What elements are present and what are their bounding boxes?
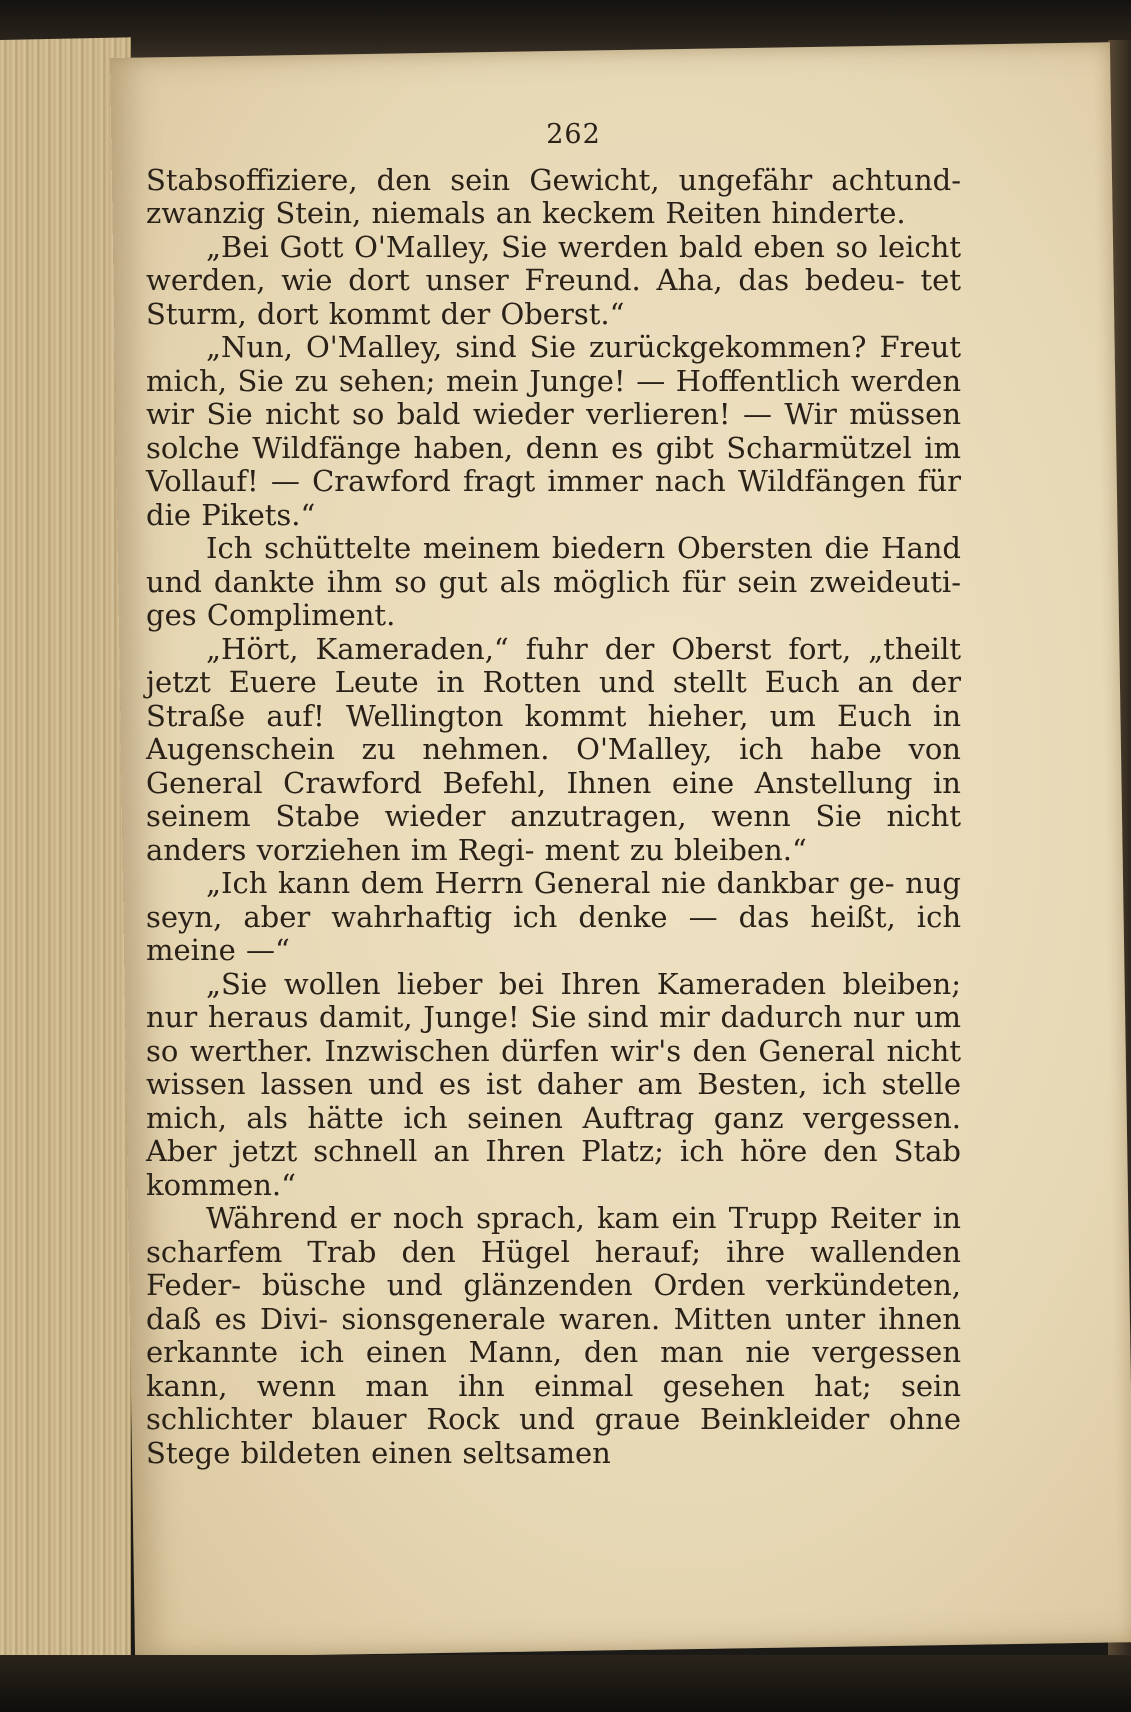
page-number: 262 <box>546 119 601 150</box>
paragraph: „Sie wollen lieber bei Ihren Kameraden bleiben; nur heraus damit, Junge! Sie sind mir dadurch nur um so werther. Inzwischen dürfen wir's den General nicht wissen lassen und es ist daher am Besten, ich stelle mich, als hätte ich seinen Auftrag ganz vergessen. Aber jetzt schnell an Ihren Platz; ich höre den Stab kommen.“ <box>146 966 961 1202</box>
paragraph: „Hört, Kameraden,“ fuhr der Oberst fort, „theilt jetzt Euere Leute in Rotten und stellt Euch an der Straße auf! Wellington kommt hieher, um Euch in Augenschein zu nehmen. O'Malley, ich habe von General Crawford Befehl, Ihnen eine Anstellung in seinem Stabe wieder anzutragen, wenn Sie nicht anders vorziehen im Regi- ment zu bleiben.“ <box>146 631 961 867</box>
bottom-shadow <box>0 1655 1131 1712</box>
paragraph: Während er noch sprach, kam ein Trupp Reiter in scharfem Trab den Hügel herauf; ihre wallenden Feder- büsche und glänzenden Orden verkündeten, daß es Divi- sionsgenerale waren. Mitten unter ihnen erkannte ich einen Mann, den man nie vergessen kann, wenn man ihn einmal gesehen hat; sein schlichter blauer Rock und graue Beinkleider ohne Stege bildeten einen seltsamen <box>146 1201 961 1470</box>
paragraph: „Ich kann dem Herrn General nie dankbar ge- nug seyn, aber wahrhaftig ich denke — das heißt, ich meine —“ <box>146 866 961 967</box>
paragraph: Ich schüttelte meinem biedern Obersten die Hand und dankte ihm so gut als möglich für sein zweideuti- ges Compliment. <box>146 531 961 632</box>
paragraph: „Nun, O'Malley, sind Sie zurückgekommen? Freut mich, Sie zu sehen; mein Junge! — Hoffentlich werden wir Sie nicht so bald wieder verlieren! — Wir müssen solche Wildfänge haben, denn es gibt Scharmützel im Vollauf! — Crawford fragt immer nach Wildfängen für die Pikets.“ <box>146 330 961 532</box>
paragraph: „Bei Gott O'Malley, Sie werden bald eben so leicht werden, wie dort unser Freund. Aha, das bedeu- tet Sturm, dort kommt der Oberst.“ <box>146 229 961 331</box>
paragraph: Stabsoffiziere, den sein Gewicht, ungefähr achtund- zwanzig Stein, niemals an keckem Reiten hinderte. <box>146 162 961 230</box>
book-page-edges <box>0 37 131 1670</box>
page-text-block <box>146 118 961 1470</box>
